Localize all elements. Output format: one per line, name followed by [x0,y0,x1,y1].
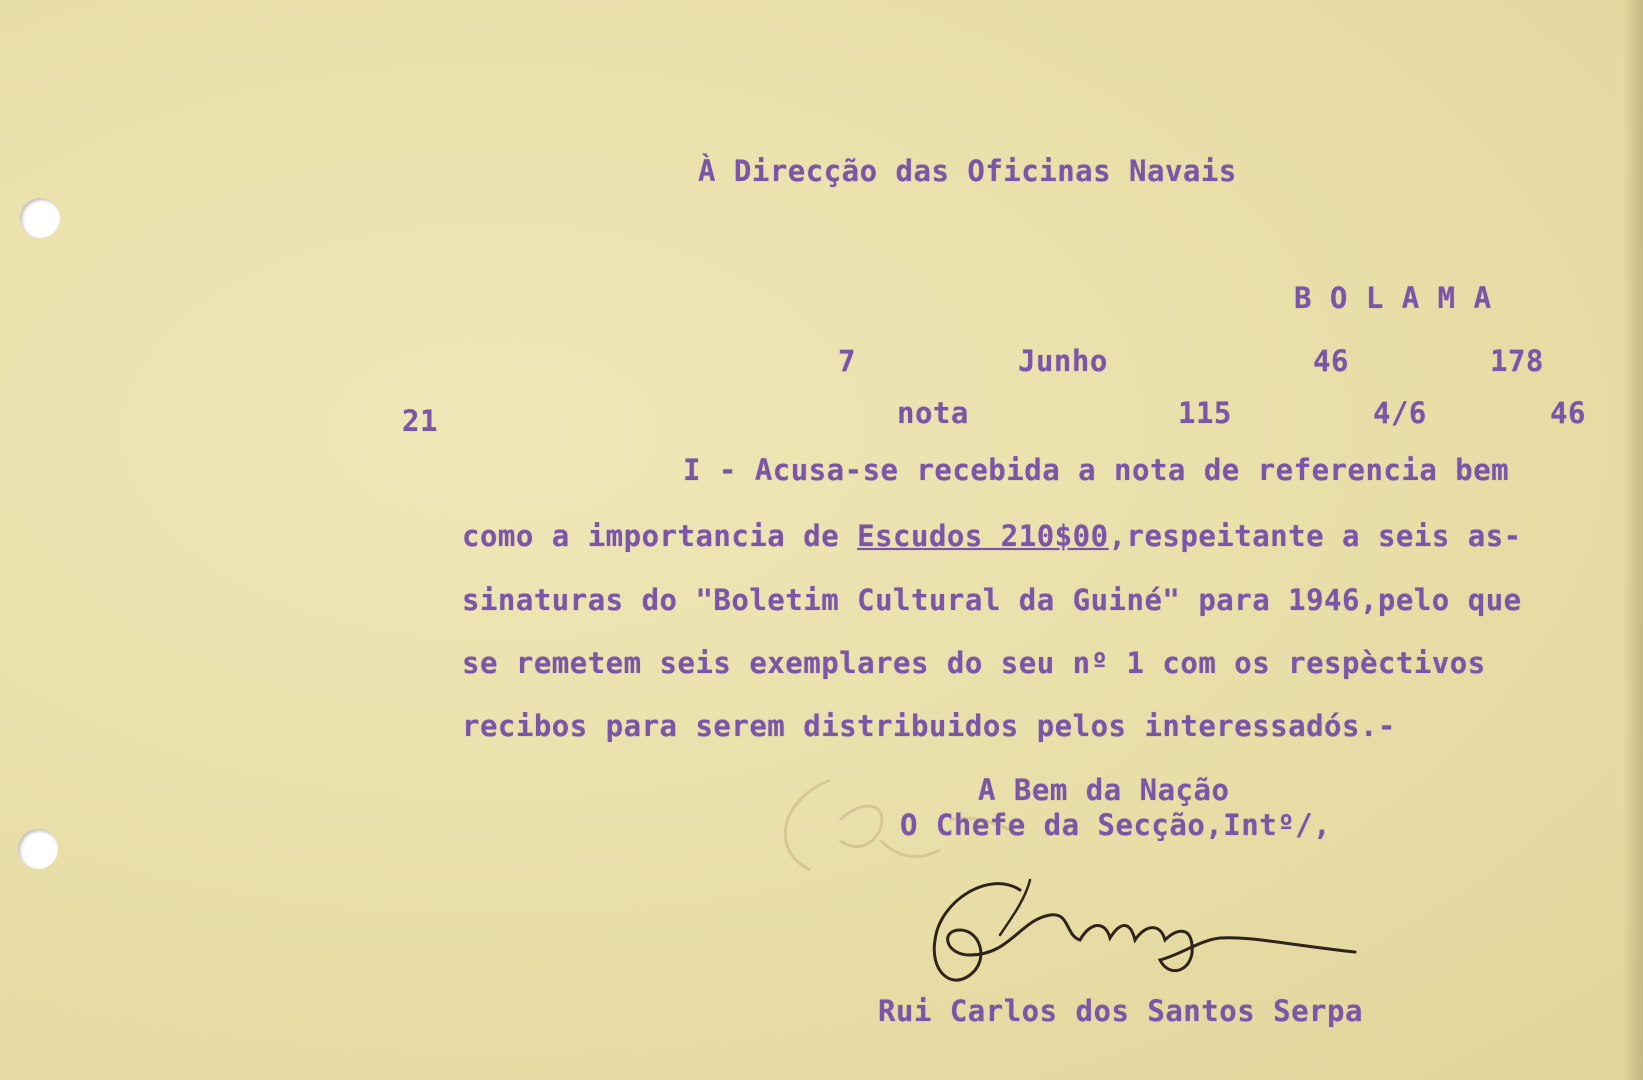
signatory-name: Rui Carlos dos Santos Serpa [878,994,1363,1028]
body-line-3: sinaturas do "Boletim Cultural da Guiné" para 1946,pelo que [462,583,1522,617]
body-line-2-start: como a importancia de [462,519,858,553]
reference-label: nota [897,396,969,430]
body-line-2 [462,519,1522,553]
date-year: 46 [1313,344,1349,378]
page-edge-shadow [1623,0,1643,1080]
body-line-5: recibos para serem distribuidos pelos interessadós.- [462,709,1396,743]
punch-hole-top [20,198,60,238]
reference-note-number: 115 [1178,396,1232,430]
body-line-4: se remetem seis exemplares do seu nº 1 com os respèctivos [462,646,1486,680]
body-line-1: I - Acusa-se recebida a nota de referencia bem [683,453,1510,487]
amount-escudos: Escudos 210$00 [857,519,1109,553]
place-name: B O L A M A [1294,281,1492,315]
punch-hole-bottom [18,829,58,869]
document-number: 178 [1490,344,1544,378]
closing-salutation: A Bem da Nação [978,773,1230,807]
reference-left-number: 21 [402,404,438,438]
reference-note-date: 4/6 [1373,396,1427,430]
date-day: 7 [838,344,856,378]
handwritten-signature [930,860,1370,1000]
body-line-2-end: ,respeitante a seis as- [1108,519,1522,553]
reference-note-year: 46 [1550,396,1586,430]
addressee-line: À Direcção das Oficinas Navais [698,154,1237,188]
closing-title: O Chefe da Secção,Intº/, [900,808,1332,842]
date-month: Junho [1018,344,1108,378]
